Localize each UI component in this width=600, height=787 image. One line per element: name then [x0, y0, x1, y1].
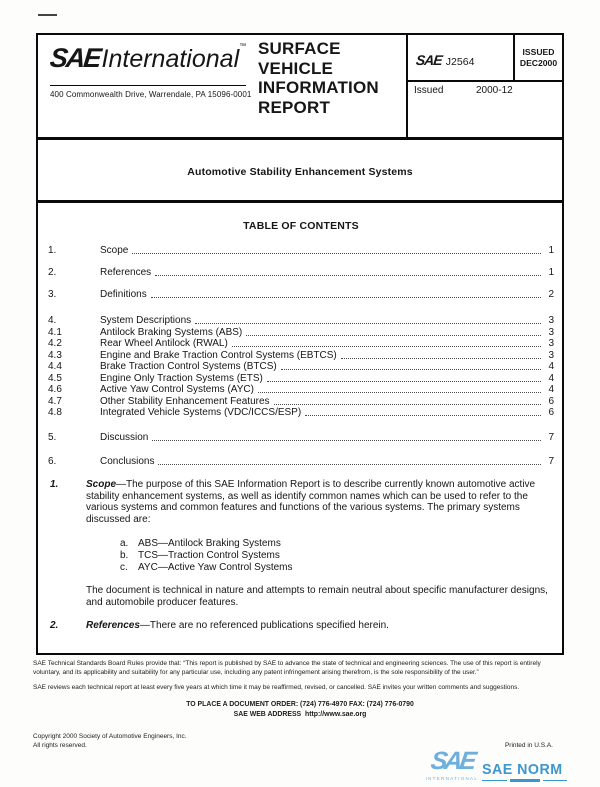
toc-title: Conclusions [100, 456, 155, 467]
toc-page: 7 [548, 456, 554, 467]
toc-title: Scope [100, 245, 129, 256]
toc-title: Integrated Vehicle Systems (VDC/ICCS/ESP) [100, 407, 302, 418]
toc-num: 2. [48, 267, 57, 278]
watermark-rule-chip [510, 779, 540, 782]
publisher-address: 400 Commonwealth Drive, Warrendale, PA 15096-0001 [50, 85, 246, 99]
list-item [120, 550, 552, 562]
toc-leader [267, 381, 541, 382]
toc-entry [48, 456, 554, 467]
toc-entry [48, 338, 554, 349]
toc-num: 4.8 [48, 407, 62, 418]
toc-num: 4.6 [48, 384, 62, 395]
toc-entry [48, 350, 554, 361]
doc-type-line: VEHICLE [258, 58, 334, 78]
watermark-rule [482, 779, 567, 782]
doc-type-line: INFORMATION [258, 78, 379, 97]
section-text: —The purpose of this SAE Information Report is to describe currently known automotive active stability enhancement systems, as well as identify common names which can be used to refer to the various systems and common features and functions of the various systems. The primary systems discussed are: [86, 479, 536, 525]
copyright-line: Copyright 2000 Society of Automotive Engineers, Inc. [33, 733, 187, 740]
toc-title: Engine and Brake Traction Control Systems (EBTCS) [100, 349, 337, 361]
toc-entry [48, 315, 554, 326]
toc-leader [232, 346, 541, 347]
web-address-url: http://www.sae.org [304, 710, 367, 718]
title-band [38, 143, 562, 203]
section-text: —There are no referenced publications specified herein. [139, 620, 389, 632]
toc-leader [341, 358, 541, 359]
toc-leader [195, 323, 541, 324]
international-text: International [101, 45, 240, 73]
section-term: Scope [86, 479, 117, 490]
scope-list [120, 538, 552, 573]
web-address-line [33, 710, 567, 720]
toc-num: 4.7 [48, 395, 62, 407]
toc-leader [158, 464, 541, 465]
sae-code-logo: SAE [415, 52, 443, 68]
toc-num: 6. [48, 456, 57, 467]
toc-title: Discussion [100, 432, 149, 443]
section-scope [48, 479, 552, 573]
toc-page: 4 [548, 384, 554, 395]
section-references [48, 620, 552, 632]
toc-title: System Descriptions [100, 315, 192, 326]
toc-page: 1 [548, 267, 554, 278]
toc-entry [48, 361, 554, 372]
toc-leader [246, 335, 541, 336]
toc-entry [48, 407, 554, 418]
toc-num: 1. [48, 245, 57, 256]
toc-title: Rear Wheel Antilock (RWAL) [100, 338, 228, 349]
toc-leader [151, 297, 541, 298]
document-header [38, 35, 562, 140]
table-of-contents [48, 203, 554, 467]
toc-title: Engine Only Traction Systems (ETS) [100, 372, 263, 384]
toc-page: 4 [548, 372, 554, 384]
list-text: ABS—Antilock Braking Systems [138, 538, 281, 550]
toc-num: 4.2 [48, 338, 62, 349]
toc-num: 4. [48, 315, 57, 326]
copyright-notice [33, 732, 187, 750]
list-item [120, 562, 552, 574]
list-item [120, 538, 552, 550]
review-policy-text: SAE reviews each technical report at least every five years at which time it may be reaffirmed, revised, or cancelled. SAE invites your written comments and suggestions. [33, 684, 520, 691]
toc-leader [305, 415, 541, 416]
toc-entry [48, 384, 554, 395]
toc-page: 6 [548, 395, 554, 407]
watermark-sae-logo [425, 747, 479, 783]
doc-type-line: REPORT [258, 97, 331, 117]
toc-num: 4.3 [48, 349, 62, 361]
toc-page: 2 [548, 289, 554, 300]
footer-bottom-row [33, 732, 567, 787]
toc-leader [258, 392, 541, 393]
order-info [33, 700, 567, 719]
scope-note: The document is technical in nature and attempts to remain neutral about specific manufacturer designs, and automobile producer features. [86, 585, 548, 608]
sae-international-logo [50, 43, 246, 74]
toc-entry [48, 373, 554, 384]
trademark-symbol: ™ [239, 43, 247, 50]
issued-stamp-date: DEC2000 [519, 57, 558, 68]
toc-page: 7 [548, 432, 554, 443]
disclaimer-text: SAE Technical Standards Board Rules provide that: “This report is published by SAE to advance the state of technical and engineering sciences. The use of this report is entirely voluntary, and its applicability and suitability for any particular use, including any patent infringement arising therefrom, is the sole responsibility of the user.” [33, 660, 541, 676]
toc-num: 4.4 [48, 361, 62, 372]
toc-entry [48, 396, 554, 407]
toc-heading: TABLE OF CONTENTS [243, 220, 359, 232]
toc-page: 3 [548, 315, 554, 326]
toc-title: Brake Traction Control Systems (BTCS) [100, 361, 277, 372]
toc-entry [48, 267, 554, 278]
toc-title: Antilock Braking Systems (ABS) [100, 326, 243, 338]
issued-stamp-label: ISSUED [522, 46, 555, 57]
document-title: Automotive Stability Enhancement Systems [187, 165, 413, 178]
section-term: References [86, 620, 140, 632]
watermark-sae-text: SAE [428, 747, 476, 775]
toc-title: Active Yaw Control Systems (AYC) [100, 384, 254, 395]
web-address-label: SAE WEB ADDRESS [233, 710, 302, 718]
issued-label: Issued [414, 85, 444, 96]
toc-num: 4.5 [48, 372, 62, 384]
printed-note: Printed in U.S.A. [504, 742, 553, 749]
code-number: J2564 [445, 56, 475, 68]
toc-title: References [100, 267, 152, 278]
toc-entry [48, 289, 554, 300]
toc-entry [48, 327, 554, 338]
watermark-norm-text: SAE NORM [482, 761, 563, 778]
doc-type-line: SURFACE [258, 39, 341, 58]
toc-page: 6 [548, 407, 554, 418]
list-letter: c. [120, 561, 128, 573]
toc-num: 5. [48, 432, 57, 443]
toc-page: 1 [548, 245, 554, 256]
toc-entry [48, 432, 554, 443]
header-divider-horizontal [406, 80, 562, 82]
list-text: AYC—Active Yaw Control Systems [138, 561, 293, 573]
scan-artifact [38, 14, 57, 16]
toc-title: Definitions [100, 289, 147, 300]
sae-logo-text: SAE [48, 43, 102, 73]
toc-num: 4.1 [48, 326, 62, 338]
document-body [48, 479, 552, 632]
list-letter: b. [120, 549, 129, 561]
toc-entry [48, 245, 554, 256]
issued-date: 2000-12 [476, 85, 513, 96]
toc-leader [132, 253, 541, 254]
toc-page: 3 [548, 349, 554, 361]
issued-stamp-box [515, 35, 562, 80]
section-number: 1. [50, 479, 59, 490]
toc-leader [152, 440, 541, 441]
toc-title: Other Stability Enhancement Features [100, 395, 270, 407]
watermark-international-text: INTERNATIONAL [425, 776, 479, 781]
order-line: TO PLACE A DOCUMENT ORDER: (724) 776-4970 FAX: (724) 776-0790 [186, 701, 414, 708]
page-footer [33, 659, 567, 787]
page-frame [36, 33, 564, 655]
toc-leader [155, 275, 541, 276]
toc-page: 4 [548, 361, 554, 372]
watermark-norm-block [482, 762, 567, 783]
toc-page: 3 [548, 338, 554, 349]
sae-norm-watermark [425, 747, 567, 783]
toc-num: 3. [48, 289, 57, 300]
section-number: 2. [50, 620, 59, 632]
document-code [416, 52, 474, 70]
toc-page: 3 [548, 326, 554, 338]
list-text: TCS—Traction Control Systems [138, 549, 280, 561]
copyright-line: All rights reserved. [33, 742, 87, 749]
document-type-title [258, 39, 379, 117]
toc-leader [281, 369, 541, 370]
list-letter: a. [120, 538, 129, 550]
header-divider-vertical [406, 35, 408, 140]
toc-leader [274, 404, 541, 405]
